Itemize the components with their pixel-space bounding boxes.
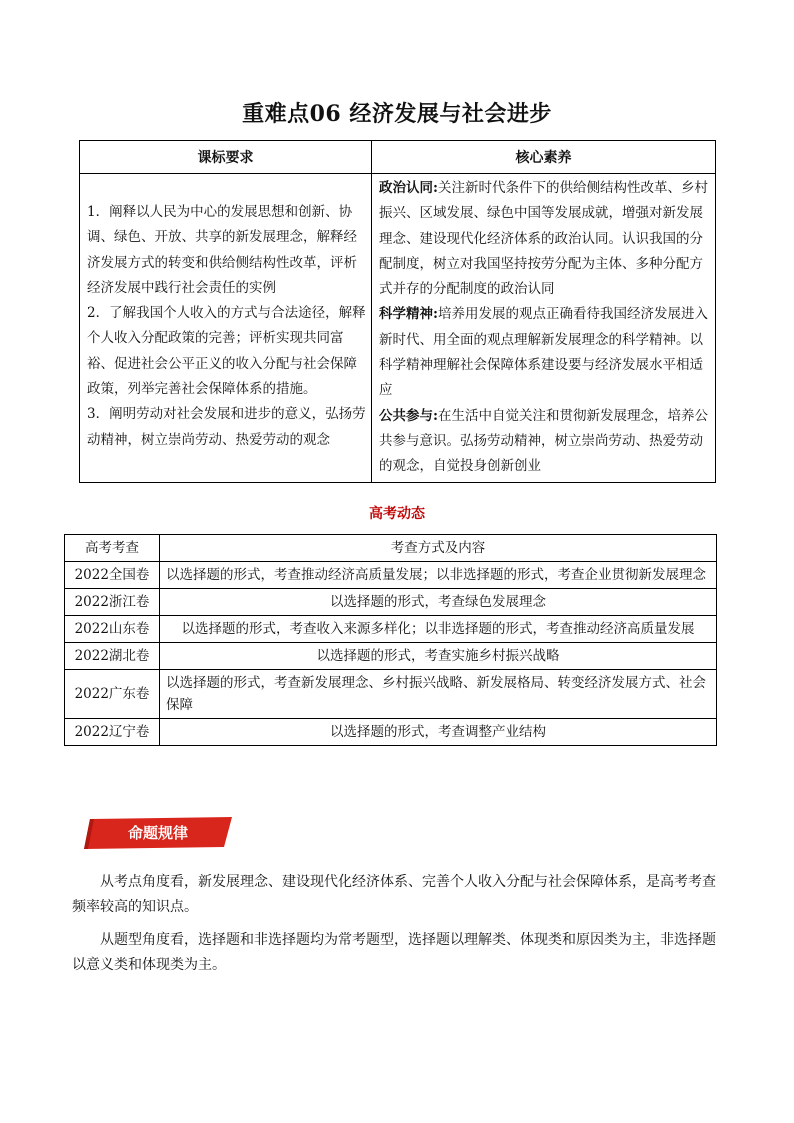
exam-content: 以选择题的形式，考查绿色发展理念 — [160, 589, 717, 616]
literacy-item — [379, 302, 711, 403]
header-content: 考查方式及内容 — [160, 535, 717, 562]
requirement-item: 3．阐明劳动对社会发展和进步的意义，弘扬劳动精神，树立崇尚劳动、热爱劳动的观念 — [87, 406, 366, 448]
exam-year: 2022全国卷 — [65, 562, 160, 589]
page-title: 重难点06 经济发展与社会进步 — [242, 101, 552, 127]
literacy-label: 公共参与: — [379, 407, 438, 424]
requirement-item: 1．阐释以人民为中心的发展思想和创新、协调、绿色、开放、共享的新发展理念，解释经济发展方式的转变和供给侧结构性改革，评析经济发展中践行社会责任的实例 — [87, 204, 357, 296]
literacy-item — [379, 404, 711, 480]
table-row — [65, 562, 717, 589]
header-year: 高考考查 — [65, 535, 160, 562]
requirement-item: 2．了解我国个人收入的方式与合法途径，解释个人收入分配政策的完善；评析实现共同富裕、促进社会公平正义的收入分配与社会保障政策，列举完善社会保障体系的措施。 — [87, 305, 366, 398]
exam-year: 2022湖北卷 — [65, 643, 160, 670]
table-row — [65, 643, 717, 670]
literacy-item — [379, 176, 711, 302]
paragraph: 从题型角度看，选择题和非选择题均为常考题型，选择题以理解类、体现类和原因类为主，非选择题以意义类和体现类为主。 — [72, 932, 716, 973]
exam-year: 2022浙江卷 — [65, 589, 160, 616]
banner-label: 命题规律 — [127, 824, 189, 842]
paragraph: 从考点角度看，新发展理念、建设现代化经济体系、完善个人收入分配与社会保障体系，是高考考查频率较高的知识点。 — [72, 874, 716, 915]
exam-content: 以选择题的形式，考查调整产业结构 — [160, 719, 717, 746]
exam-year: 2022广东卷 — [65, 670, 160, 719]
table-row — [65, 589, 717, 616]
table-row — [65, 719, 717, 746]
exam-header-row — [65, 535, 717, 562]
literacy-text: 关注新时代条件下的供给侧结构性改革、乡村振兴、区域发展、绿色中国等发展成就，增强对新发展理念、建设现代化经济体系的政治认同。认识我国的分配制度，树立对我国坚持按劳分配为主体、多种分配方式并存的分配制度的政治认同 — [379, 180, 708, 298]
exam-content: 以选择题的形式，考查新发展理念、乡村振兴战略、新发展格局、转变经济发展方式、社会保障 — [160, 670, 717, 719]
requirements-cell — [80, 174, 372, 483]
standards-header-row — [80, 141, 716, 174]
exam-content: 以选择题的形式，考查实施乡村振兴战略 — [160, 643, 717, 670]
exam-content: 以选择题的形式，考查推动经济高质量发展；以非选择题的形式，考查企业贯彻新发展理念 — [160, 562, 717, 589]
header-requirements: 课标要求 — [80, 141, 372, 174]
header-literacy: 核心素养 — [372, 141, 716, 174]
literacy-cell — [372, 174, 716, 483]
standards-table — [79, 140, 716, 483]
standards-body-row — [80, 174, 716, 483]
literacy-label: 科学精神: — [379, 306, 438, 323]
section-banner — [84, 815, 232, 849]
literacy-text: 培养用发展的观点正确看待我国经济发展进入新时代、用全面的观点理解新发展理念的科学精神。以科学精神理解社会保障体系建设要与经济发展水平相适应 — [379, 306, 708, 399]
table-row — [65, 670, 717, 719]
exam-content: 以选择题的形式，考查收入来源多样化；以非选择题的形式，考查推动经济高质量发展 — [160, 616, 717, 643]
literacy-text: 在生活中自觉关注和贯彻新发展理念，培养公共参与意识。弘扬劳动精神，树立崇尚劳动、热爱劳动的观念，自觉投身创新创业 — [379, 407, 708, 475]
exam-table — [64, 534, 717, 746]
literacy-label: 政治认同: — [379, 180, 438, 196]
exam-year: 2022山东卷 — [65, 616, 160, 643]
exam-year: 2022辽宁卷 — [65, 719, 160, 746]
exam-section-title: 高考动态 — [369, 506, 425, 522]
table-row — [65, 616, 717, 643]
